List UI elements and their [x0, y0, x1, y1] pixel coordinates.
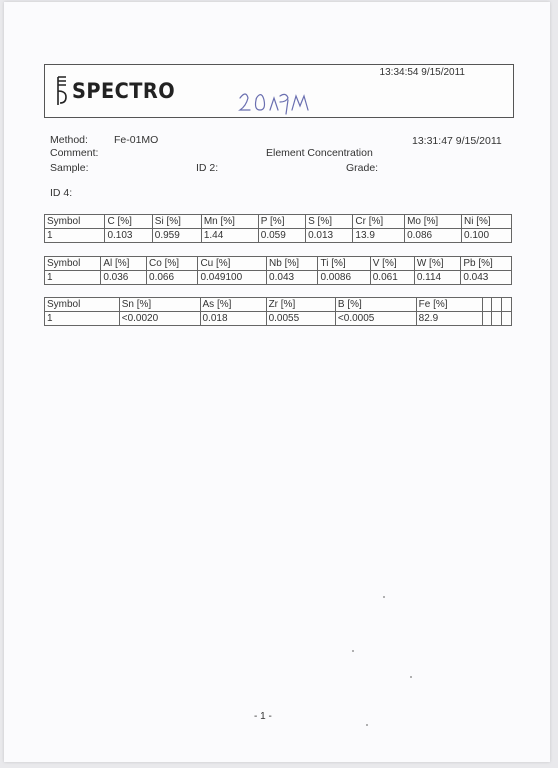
table-cell: 82.9	[416, 312, 482, 326]
table-cell: 0.066	[147, 271, 198, 285]
table-cell: 0.086	[405, 229, 462, 243]
table-cell: 0.100	[462, 229, 512, 243]
table-cell: 1	[45, 229, 105, 243]
table-cell: 1.44	[201, 229, 258, 243]
comment-label: Comment:	[50, 147, 99, 159]
scan-speck	[383, 596, 385, 598]
table-cell: 0.013	[306, 229, 353, 243]
table-cell: <0.0020	[119, 312, 200, 326]
table-cell: 1	[45, 271, 101, 285]
table-cell: Nb [%]	[267, 257, 318, 271]
table-cell: 0.043	[461, 271, 512, 285]
table-row	[45, 229, 512, 243]
table-cell: 0.049100	[198, 271, 267, 285]
table-cell: Co [%]	[147, 257, 198, 271]
brand-name: SPECTRO	[72, 79, 176, 103]
table-cell: Sn [%]	[119, 298, 200, 312]
table-cell: Cr [%]	[353, 215, 405, 229]
table-cell: W [%]	[414, 257, 461, 271]
scan-speck	[366, 724, 368, 726]
table-header-row	[45, 257, 512, 271]
table-cell: Ni [%]	[462, 215, 512, 229]
table-cell	[502, 298, 512, 312]
table-cell	[492, 312, 502, 326]
table-cell: 0.0086	[318, 271, 370, 285]
table-cell: Symbol	[45, 298, 120, 312]
handwritten-note	[236, 88, 314, 118]
table-cell: 13.9	[353, 229, 405, 243]
id2-label: ID 2:	[196, 162, 219, 174]
table-cell	[502, 312, 512, 326]
table-cell: 0.018	[200, 312, 266, 326]
table-cell: Ti [%]	[318, 257, 370, 271]
table-cell	[482, 312, 492, 326]
table-cell	[492, 298, 502, 312]
table-cell: <0.0005	[335, 312, 416, 326]
method-value: Fe-01MO	[114, 134, 159, 146]
measurement-timestamp: 13:31:47 9/15/2011	[412, 135, 502, 147]
method-label: Method:	[50, 134, 88, 146]
element-concentration-title: Element Concentration	[266, 147, 373, 159]
grade-label: Grade:	[346, 162, 379, 174]
table-cell: 0.103	[105, 229, 152, 243]
table-cell: 0.059	[258, 229, 305, 243]
table-cell: Zr [%]	[266, 298, 335, 312]
table-cell: 0.043	[267, 271, 318, 285]
table-row	[45, 271, 512, 285]
scan-speck	[352, 650, 354, 652]
table-cell: Mo [%]	[405, 215, 462, 229]
table-cell: Pb [%]	[461, 257, 512, 271]
page-number: - 1 -	[254, 711, 272, 722]
table-cell	[482, 298, 492, 312]
element-table-1	[44, 214, 512, 243]
element-table-3	[44, 297, 512, 326]
scan-speck	[410, 676, 412, 678]
table-cell: S [%]	[306, 215, 353, 229]
table-header-row	[45, 298, 512, 312]
table-cell: 0.036	[101, 271, 147, 285]
table-cell: Fe [%]	[416, 298, 482, 312]
table-cell: Symbol	[45, 257, 101, 271]
table-cell: Mn [%]	[201, 215, 258, 229]
table-cell: Cu [%]	[198, 257, 267, 271]
sample-label: Sample:	[50, 162, 89, 174]
table-header-row	[45, 215, 512, 229]
table-cell: P [%]	[258, 215, 305, 229]
table-cell: V [%]	[370, 257, 414, 271]
id4-label: ID 4:	[50, 187, 73, 199]
element-table-2	[44, 256, 512, 285]
table-cell: 1	[45, 312, 120, 326]
table-cell: B [%]	[335, 298, 416, 312]
table-cell: 0.0055	[266, 312, 335, 326]
table-cell: Symbol	[45, 215, 105, 229]
table-cell: 0.114	[414, 271, 461, 285]
table-cell: 0.061	[370, 271, 414, 285]
table-cell: As [%]	[200, 298, 266, 312]
table-cell: 0.959	[152, 229, 201, 243]
spectro-logo	[55, 73, 184, 109]
printed-timestamp: 13:34:54 9/15/2011	[379, 67, 465, 78]
table-cell: Al [%]	[101, 257, 147, 271]
table-cell: Si [%]	[152, 215, 201, 229]
spectro-logo-icon	[55, 75, 69, 107]
table-cell: C [%]	[105, 215, 152, 229]
table-row	[45, 312, 512, 326]
